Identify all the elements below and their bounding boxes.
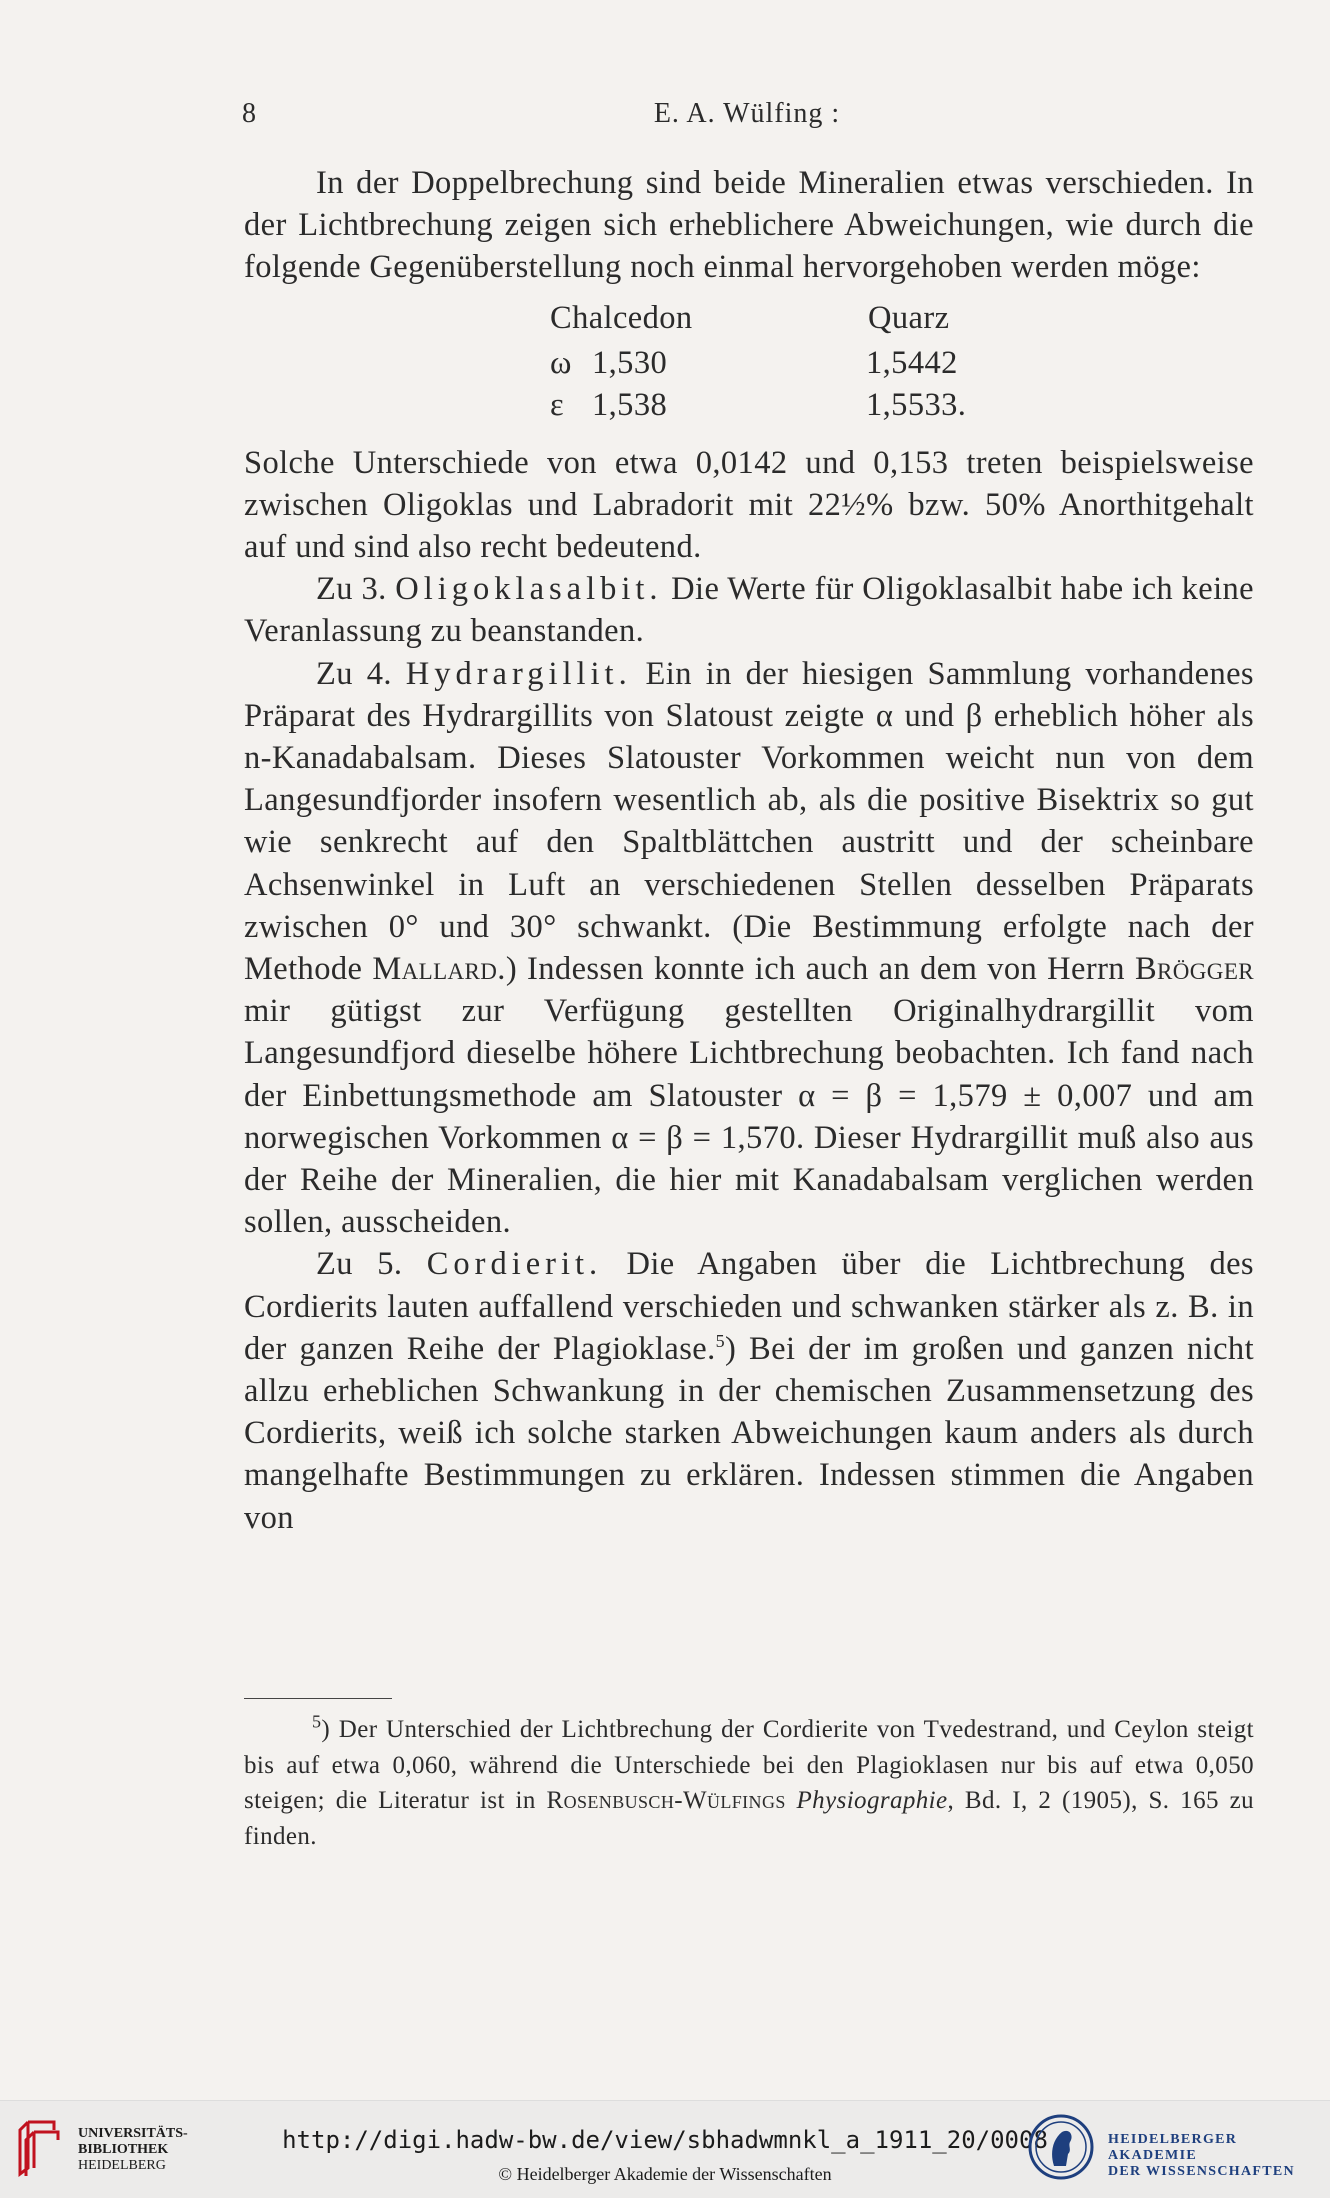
table-cell: 1,5442 (866, 344, 958, 381)
academy-seal-icon[interactable] (1028, 2110, 1094, 2184)
author-name: Brögger (1134, 951, 1255, 988)
footnote-marker: 5 (312, 1711, 322, 1732)
refraction-table (244, 289, 1254, 434)
table-header-quarz: Quarz (868, 299, 950, 336)
copyright-notice: © Heidelberger Akademie der Wissenschaften (498, 2164, 832, 2184)
table-cell: 1,5533. (866, 386, 967, 423)
ub-line: UNIVERSITÄTS- (78, 2126, 188, 2141)
section-term: Hydrargillit. (405, 655, 632, 692)
paragraph-text: mir gütigst zur Verfügung gestellten Originalhydrargillit vom Langesundfjord dieselbe höhere Lichtbrechung beobachten. Ich fand nach der Einbettungsmethode am Slatouster α = β = 1,579 ± 0,007 und am norwegischen Vorkommen α = β = 1,570. Dieser Hydrargillit muß also aus der Reihe der Mineralien, die hier mit Kanadabalsam verglichen werden sollen, ausscheiden. (244, 993, 1254, 1241)
paragraph-text: ) Indessen konnte ich auch an dem von Herrn (505, 951, 1125, 988)
document-url-link[interactable]: http://digi.hadw-bw.de/view/sbhadwmnkl_a_1911_20/0008 (282, 2126, 1048, 2154)
footnote-divider (244, 1698, 392, 1699)
paragraph-text: Die Werte für Oligoklasalbit habe ich keine Veranlassung zu beanstanden. (244, 571, 1255, 650)
table-cell: 1,530 (592, 344, 668, 381)
table-symbol: ε (550, 386, 565, 423)
running-head: E. A. Wülfing : (653, 98, 841, 129)
paragraph-text: ) Bei der im großen und ganzen nicht allzu erheblichen Schwankung in der chemischen Zusammensetzung des Cordierits, weiß ich solche starken Abweichungen kaum anders als durch mangelhafte Bestimmungen zu erklären. Indessen stimmen die Angaben von (244, 1330, 1254, 1536)
table-cell: 1,538 (592, 386, 668, 423)
ub-line: HEIDELBERG (78, 2158, 166, 2173)
footnote-text (244, 1712, 1254, 1854)
paragraph-3 (244, 568, 1254, 652)
academy-label (1108, 2132, 1330, 2180)
footnote-body: ) Der Unterschied der Lichtbrechung der Cordierite von Tvedestrand, und Ceylon steigt bis auf etwa 0,060, während die Unterschiede bei den Plagioklasen nur bis auf etwa 0,050 steigen; die Literatur ist in (244, 1716, 1254, 1814)
section-number: Zu 3. (316, 571, 387, 608)
paragraph-1: In der Doppelbrechung sind beide Mineralien etwas verschieden. In der Lichtbrechung zeigen sich erheblichere Abweichungen, wie durch die folgende Gegenüberstellung noch einmal hervorgehoben werden möge: (244, 165, 1254, 286)
footnote-reference[interactable]: 5 (715, 1331, 726, 1352)
academy-line: HEIDELBERGER AKADEMIE (1108, 2132, 1238, 2163)
paragraph-text: Die Angaben über die Lichtbrechung des Cordierits lauten auffallend verschieden und schwanken stärker als z. B. in der ganzen Reihe der Plagioklase. (244, 1246, 1254, 1367)
table-header-chalcedon: Chalcedon (550, 299, 693, 336)
footnote (244, 1712, 1254, 1854)
paragraph-4 (244, 653, 1254, 1244)
section-number: Zu 5. (316, 1246, 403, 1283)
paragraph-2: Solche Unterschiede von etwa 0,0142 und 0,153 treten beispielsweise zwischen Oligoklas und Labradorit mit 22½% bzw. 50% Anorthitgehalt auf und sind also recht bedeutend. (244, 444, 1254, 566)
page-number: 8 (242, 98, 257, 129)
paragraph-text: Ein in der hiesigen Sammlung vorhandenes Präparat des Hydrargillits von Slatoust zeigte α und β erheblich höher als n-Kanadabalsam. Dieses Slatouster Vorkommen weicht nun von dem Langesundfjorder insofern wesentlich ab, als die positive Bisektrix so gut wie senkrecht auf den Spaltblättchen austritt und der scheinbare Achsenwinkel in Luft an verschiedenen Stellen desselben Präparats zwischen 0° und 30° schwankt. (Die Bestimmung erfolgte nach der Methode (244, 655, 1254, 988)
main-text (244, 162, 1254, 1539)
section-number: Zu 4. (316, 655, 392, 692)
paragraph-5 (244, 1243, 1254, 1538)
footnote-author: Rosenbusch-Wülfings (546, 1787, 786, 1814)
ub-line: BIBLIOTHEK (78, 2142, 169, 2157)
section-term: Cordierit. (426, 1246, 603, 1283)
author-name: Mallard. (372, 951, 506, 988)
academy-line: DER WISSENSCHAFTEN (1108, 2164, 1295, 2179)
footnote-body: , Bd. I, 2 (1905), S. 165 zu finden. (244, 1787, 1255, 1850)
section-term: Oligoklasalbit. (395, 571, 663, 608)
footnote-title: Physiographie (796, 1787, 948, 1814)
page-header (242, 98, 1252, 138)
table-symbol: ω (550, 344, 572, 381)
